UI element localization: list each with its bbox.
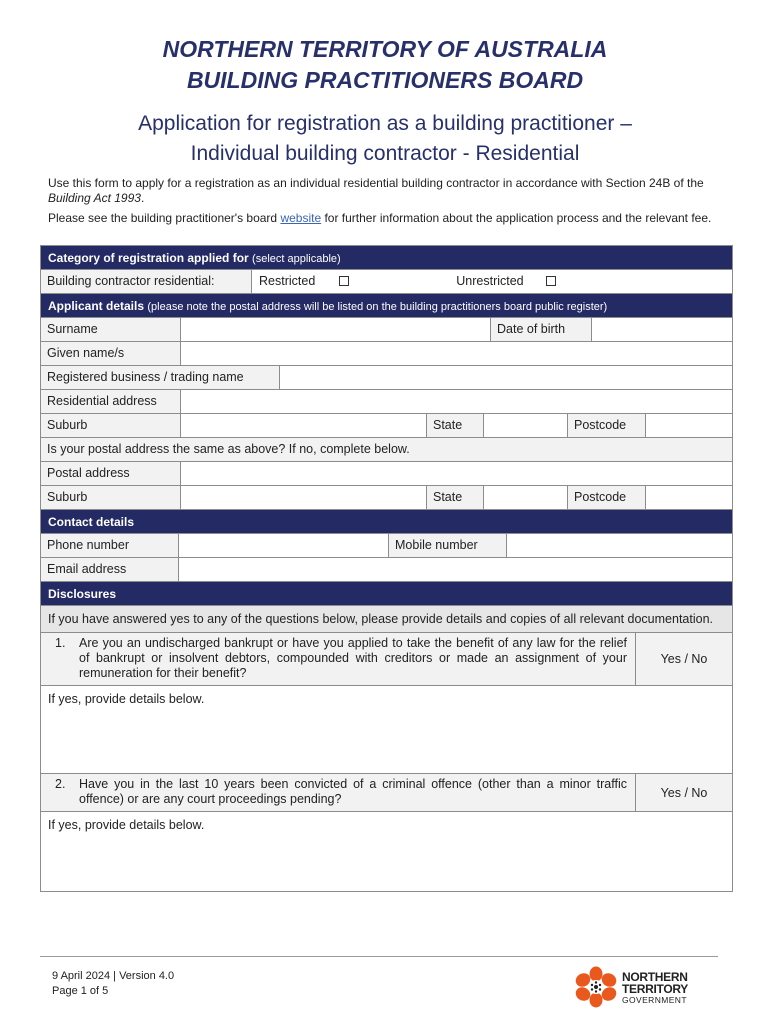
business-name-input[interactable] <box>280 366 732 389</box>
nt-government-logo <box>572 965 712 1009</box>
postal-address-row <box>41 462 732 486</box>
question-1-details[interactable] <box>41 686 732 774</box>
question-1-text-cell <box>41 633 636 685</box>
business-name-label: Registered business / trading name <box>41 366 280 389</box>
postal-state-label: State <box>427 486 484 509</box>
postal-state-input[interactable] <box>484 486 568 509</box>
postal-suburb-label: Suburb <box>41 486 181 509</box>
residential-address-input[interactable] <box>181 390 732 413</box>
intro-paragraph-1: Use this form to apply for a registration as an individual residential building contractor in accordance with Section 24B of the Building Act 1993. <box>48 176 704 205</box>
state-label: State <box>427 414 484 437</box>
question-2 <box>41 774 732 812</box>
category-row-label: Building contractor residential: <box>41 270 252 293</box>
email-input[interactable] <box>179 558 732 581</box>
question-1-number: 1. <box>55 636 66 650</box>
act-name: Building Act 1993 <box>48 191 141 205</box>
question-1-answer[interactable]: Yes / No <box>660 652 708 666</box>
suburb-label: Suburb <box>41 414 181 437</box>
phone-label: Phone number <box>41 534 179 557</box>
dob-label: Date of birth <box>491 318 592 341</box>
intro-paragraph-2: Please see the building practitioner's board website for further information about the application process and the relevant fee. <box>48 211 712 225</box>
given-names-input[interactable] <box>181 342 732 365</box>
contact-heading: Contact details <box>41 510 732 534</box>
application-form <box>40 245 733 892</box>
dob-input[interactable] <box>592 318 732 341</box>
postal-suburb-input[interactable] <box>181 486 427 509</box>
question-2-answer[interactable]: Yes / No <box>660 785 708 800</box>
surname-row <box>41 318 732 342</box>
suburb-input[interactable] <box>181 414 427 437</box>
postal-postcode-input[interactable] <box>646 486 732 509</box>
nt-government-flower-logo-icon <box>572 965 620 1009</box>
question-2-text: Have you in the last 10 years been convicted of a criminal offence (other than a minor traffic offence) or are any court proceedings pending? <box>79 777 627 806</box>
category-options <box>252 270 732 293</box>
website-link[interactable]: website <box>280 211 322 225</box>
postal-same-row <box>41 438 732 462</box>
residential-address-label: Residential address <box>41 390 181 413</box>
question-1 <box>41 633 732 686</box>
logo-text-government: GOVERNMENT <box>622 995 687 1005</box>
disclosures-heading: Disclosures <box>41 582 732 606</box>
applicant-heading: Applicant details (please note the postal address will be listed on the building practitioners board public register) <box>41 294 732 318</box>
postal-address-input[interactable] <box>181 462 732 485</box>
form-title-line2: Individual building contractor - Residential <box>190 142 580 165</box>
suburb-row <box>41 414 732 438</box>
mobile-label: Mobile number <box>389 534 507 557</box>
board-title-line1: NORTHERN TERRITORY OF AUSTRALIA <box>162 36 608 62</box>
given-names-row <box>41 342 732 366</box>
restricted-checkbox[interactable] <box>339 276 349 286</box>
unrestricted-label: Unrestricted <box>456 274 524 288</box>
category-row <box>41 270 732 294</box>
question-2-text-cell <box>41 774 636 811</box>
surname-label: Surname <box>41 318 181 341</box>
email-label: Email address <box>41 558 179 581</box>
email-row <box>41 558 732 582</box>
postal-address-label: Postal address <box>41 462 181 485</box>
category-heading: Category of registration applied for (select applicable) <box>41 246 732 270</box>
board-title-line2: BUILDING PRACTITIONERS BOARD <box>186 67 584 93</box>
state-input[interactable] <box>484 414 568 437</box>
phone-input[interactable] <box>179 534 389 557</box>
mobile-input[interactable] <box>507 534 732 557</box>
question-1-text: Are you an undischarged bankrupt or have you applied to take the benefit of any law for the relief of bankrupt or insolvent debtors, compounded with creditors or made an assignment of your remuneration for their benefit? <box>79 636 627 680</box>
logo-text-northern: NORTHERN <box>622 970 688 984</box>
postal-same-question: Is your postal address the same as above? If no, complete below. <box>47 442 410 456</box>
logo-text-territory: TERRITORY <box>622 982 688 996</box>
business-name-row <box>41 366 732 390</box>
restricted-label: Restricted <box>259 274 316 288</box>
postal-postcode-label: Postcode <box>568 486 646 509</box>
footer-date-version: 9 April 2024 | Version 4.0 <box>52 970 175 982</box>
given-names-label: Given name/s <box>41 342 181 365</box>
footer-divider <box>40 956 718 957</box>
footer-page-number: Page 1 of 5 <box>52 985 109 997</box>
residential-address-row <box>41 390 732 414</box>
phone-row <box>41 534 732 558</box>
question-2-number: 2. <box>55 777 66 791</box>
disclosures-intro: If you have answered yes to any of the questions below, please provide details and copies of all relevant documentation. <box>41 606 732 633</box>
question-2-details-label: If yes, provide details below. <box>48 818 205 832</box>
form-title-line1: Application for registration as a building practitioner – <box>138 112 632 135</box>
postcode-input[interactable] <box>646 414 732 437</box>
surname-input[interactable] <box>181 318 491 341</box>
postal-suburb-row <box>41 486 732 510</box>
postcode-label: Postcode <box>568 414 646 437</box>
question-1-details-label: If yes, provide details below. <box>48 692 205 706</box>
unrestricted-checkbox[interactable] <box>546 276 556 286</box>
question-2-details[interactable] <box>41 812 732 891</box>
